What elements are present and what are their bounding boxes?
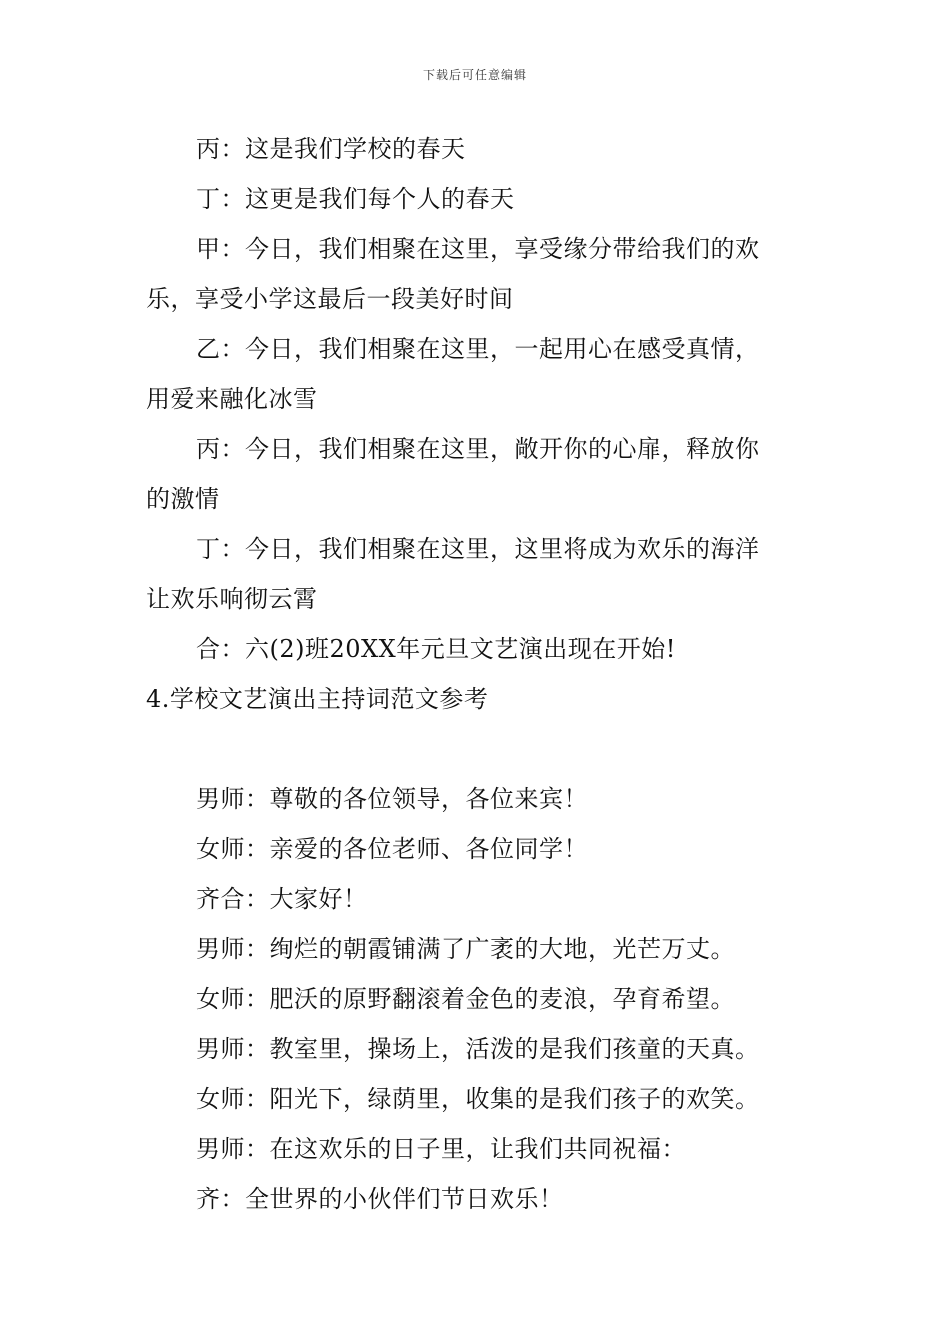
- dialogue-line: 齐合：大家好！: [196, 885, 368, 913]
- dialogue-line: 丁：这更是我们每个人的春天: [196, 185, 515, 213]
- dialogue-line: 乙：今日，我们相聚在这里，一起用心在感受真情，: [196, 335, 760, 363]
- dialogue-line: 男师：教室里，操场上，活泼的是我们孩童的天真。: [196, 1035, 760, 1063]
- dialogue-line-continuation: 用爱来融化冰雪: [146, 385, 318, 413]
- dialogue-line: 丙：今日，我们相聚在这里，敞开你的心扉，释放你: [196, 435, 760, 463]
- dialogue-line: 齐：全世界的小伙伴们节日欢乐！: [196, 1185, 564, 1213]
- dialogue-line: 合：六(2)班20XX年元旦文艺演出现在开始!: [196, 635, 676, 663]
- dialogue-line: 男师：在这欢乐的日子里，让我们共同祝福：: [196, 1135, 686, 1163]
- dialogue-line: 男师：尊敬的各位领导，各位来宾！: [196, 785, 588, 813]
- dialogue-line: 丙：这是我们学校的春天: [196, 135, 466, 163]
- dialogue-line-continuation: 乐，享受小学这最后一段美好时间: [146, 285, 514, 313]
- section-heading: 4.学校文艺演出主持词范文参考: [146, 685, 489, 713]
- dialogue-line: 丁：今日，我们相聚在这里，这里将成为欢乐的海洋: [196, 535, 760, 563]
- dialogue-line: 男师：绚烂的朝霞铺满了广袤的大地，光芒万丈。: [196, 935, 735, 963]
- dialogue-line-continuation: 的激情: [146, 485, 220, 513]
- dialogue-line: 女师：阳光下，绿荫里，收集的是我们孩子的欢笑。: [196, 1085, 760, 1113]
- page-header: 下载后可任意编辑: [422, 68, 527, 82]
- dialogue-line: 女师：亲爱的各位老师、各位同学！: [196, 835, 588, 863]
- dialogue-line: 甲：今日，我们相聚在这里，享受缘分带给我们的欢: [196, 235, 760, 263]
- dialogue-line-continuation: 让欢乐响彻云霄: [146, 585, 318, 613]
- dialogue-line: 女师：肥沃的原野翻滚着金色的麦浪，孕育希望。: [196, 985, 735, 1013]
